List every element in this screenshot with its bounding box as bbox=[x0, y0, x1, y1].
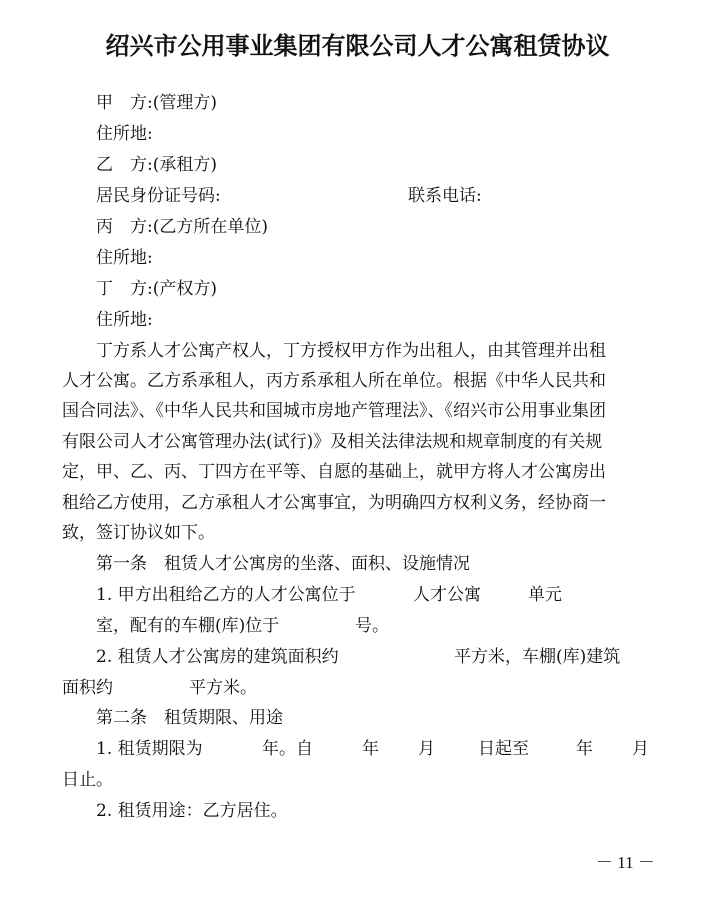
article2-item1-e: 日起至 bbox=[478, 739, 529, 759]
preamble-line: 丁方系人才公寓产权人，丁方授权甲方作为出租人，由其管理并出租 bbox=[96, 341, 606, 361]
party-d-address: 住所地: bbox=[96, 310, 153, 330]
article2-item1-c: 年 bbox=[362, 739, 379, 759]
preamble-line: 致，签订协议如下。 bbox=[62, 523, 215, 543]
party-a-address: 住所地: bbox=[96, 124, 153, 144]
article1-item2-c: 面积约 bbox=[62, 678, 113, 698]
party-d-role: (产权方) bbox=[152, 279, 217, 299]
party-b-role: (承租方) bbox=[152, 155, 217, 175]
article1-item1-d: 室，配有的车棚(库)位于 bbox=[96, 616, 280, 636]
party-c-address: 住所地: bbox=[96, 248, 153, 268]
article1-item1-e: 号。 bbox=[355, 616, 389, 636]
contract-title: 绍兴市公用事业集团有限公司人才公寓租赁协议 bbox=[105, 32, 610, 60]
article2-item1-b: 年。自 bbox=[262, 739, 313, 759]
party-b-phone-label: 联系电话: bbox=[408, 186, 482, 206]
article1-item2-d: 平方米。 bbox=[189, 678, 257, 698]
party-a-role: (管理方) bbox=[152, 93, 217, 113]
preamble-line: 定，甲、乙、丙、丁四方在平等、自愿的基础上，就甲方将人才公寓房出 bbox=[62, 462, 606, 482]
page-number: － 11 － bbox=[596, 853, 655, 872]
party-b-id-label: 居民身份证号码: bbox=[96, 186, 221, 206]
preamble-line: 人才公寓。乙方系承租人，丙方系承租人所在单位。根据《中华人民共和 bbox=[62, 371, 606, 391]
preamble-line: 租给乙方使用，乙方承租人才公寓事宜，为明确四方权利义务，经协商一 bbox=[62, 493, 606, 513]
article1-item1-a: 1. 甲方出租给乙方的人才公寓位于 bbox=[96, 585, 356, 605]
party-d-label: 丁 方: bbox=[96, 279, 153, 299]
article2-item2: 2. 租赁用途：乙方居住。 bbox=[96, 801, 288, 821]
party-c-label: 丙 方: bbox=[96, 217, 153, 237]
article1-item1-b: 人才公寓 bbox=[413, 585, 481, 605]
article2-item1-d: 月 bbox=[418, 739, 435, 759]
party-b-label: 乙 方: bbox=[96, 155, 153, 175]
party-d-line bbox=[96, 274, 217, 304]
article1-heading: 第一条 租赁人才公寓房的坐落、面积、设施情况 bbox=[96, 554, 470, 574]
article2-item1-g: 月 bbox=[632, 739, 649, 759]
preamble-line: 有限公司人才公寓管理办法(试行)》及相关法律法规和规章制度的有关规 bbox=[62, 432, 603, 452]
party-a-label: 甲 方: bbox=[96, 93, 153, 113]
article2-item1-f: 年 bbox=[576, 739, 593, 759]
party-b-line bbox=[96, 150, 217, 180]
article1-item1-c: 单元 bbox=[528, 585, 562, 605]
article2-item1-h: 日止。 bbox=[62, 770, 113, 790]
preamble-line: 国合同法》、《中华人民共和国城市房地产管理法》、《绍兴市公用事业集团 bbox=[62, 401, 606, 421]
party-c-role: (乙方所在单位) bbox=[152, 217, 268, 237]
article1-item2-a: 2. 租赁人才公寓房的建筑面积约 bbox=[96, 647, 339, 667]
party-a-line bbox=[96, 88, 217, 118]
article2-heading: 第二条 租赁期限、用途 bbox=[96, 708, 283, 728]
article1-item2-b: 平方米，车棚(库)建筑 bbox=[454, 647, 621, 667]
article2-item1-a: 1. 租赁期限为 bbox=[96, 739, 203, 759]
party-c-line bbox=[96, 212, 268, 242]
